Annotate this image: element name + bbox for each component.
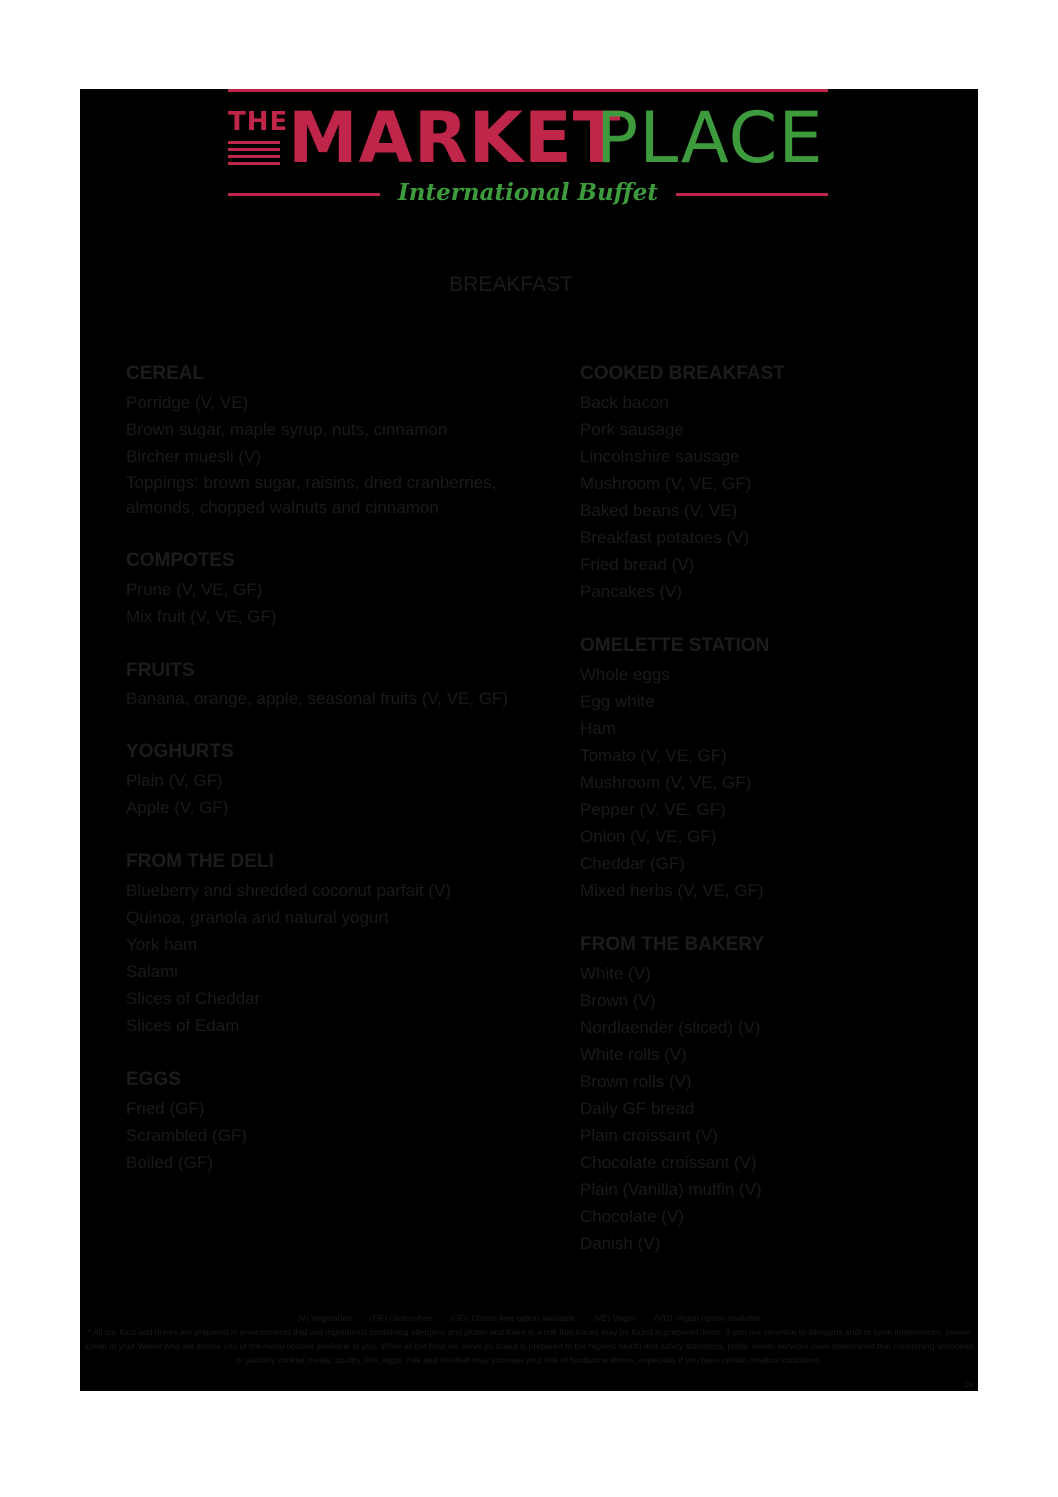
menu-item: Baked beans (V, VE) [580, 501, 738, 520]
menu-item: Brown rolls (V) [580, 1072, 692, 1091]
menu-item: Mixed herbs (V, VE, GF) [580, 881, 764, 900]
legend-entry: (V) Vegetarian [297, 1313, 352, 1323]
menu-item: Plain (V, GF) [126, 771, 223, 790]
menu-section [126, 1065, 546, 1176]
menu-item: Tomato (V, VE, GF) [580, 746, 727, 765]
menu-item: Mushroom (V, VE, GF) [580, 474, 752, 493]
section-heading: FRUITS [126, 660, 195, 681]
menu-item: Pork sausage [580, 420, 684, 439]
logo-stripes [228, 141, 280, 169]
menu-item: Salami [126, 962, 178, 981]
logo-the: THE [228, 107, 289, 137]
menu-item: White rolls (V) [580, 1045, 687, 1064]
left-column [126, 359, 546, 1202]
menu-item: Chocolate (V) [580, 1207, 684, 1226]
menu-item: Brown (V) [580, 991, 656, 1010]
menu-item: York ham [126, 935, 198, 954]
menu-item: Daily GF bread [580, 1099, 695, 1118]
menu-item: Breakfast potatoes (V) [580, 528, 750, 547]
section-heading: COMPOTES [126, 550, 235, 571]
menu-title: BREAKFAST [449, 273, 573, 296]
menu-item: Cheddar (GF) [580, 854, 685, 873]
menu-item: Mix fruit (V, VE, GF) [126, 607, 277, 626]
section-heading: YOGHURTS [126, 741, 234, 762]
menu-item: Plain croissant (V) [580, 1126, 718, 1145]
legend-entry: (GF) Gluten-free [369, 1313, 433, 1323]
menu-item: Whole eggs [580, 665, 670, 684]
section-heading: FROM THE DELI [126, 851, 274, 872]
menu-item: Apple (V, GF) [126, 798, 229, 817]
menu-item: Blueberry and shredded coconut parfait (V) [126, 881, 452, 900]
menu-item: Scrambled (GF) [126, 1126, 247, 1145]
menu-item: Onion (V, VE, GF) [580, 827, 717, 846]
menu-item: Fried bread (V) [580, 555, 695, 574]
menu-section [126, 656, 546, 711]
logo-top-rule [228, 89, 828, 92]
menu-item: Porridge (V, VE) [126, 393, 249, 412]
section-heading: OMELETTE STATION [580, 635, 770, 656]
menu-item: Toppings: brown sugar, raisins, dried cranberries, almonds, chopped walnuts and cinnamon [126, 473, 497, 517]
menu-section [580, 359, 960, 605]
menu-item: Boiled (GF) [126, 1153, 213, 1172]
menu-section [126, 546, 546, 630]
right-column [580, 359, 960, 1283]
menu-item: Prune (V, VE, GF) [126, 580, 263, 599]
menu-item: Mushroom (V, VE, GF) [580, 773, 752, 792]
legend-entry: (VE) Vegan [593, 1313, 637, 1323]
menu-item: Slices of Cheddar [126, 989, 261, 1008]
menu-item: Egg white [580, 692, 655, 711]
menu-item: Plain (Vanilla) muffin (V) [580, 1180, 762, 1199]
page-code: CG [963, 1382, 974, 1389]
dietary-legend [80, 1311, 978, 1325]
logo-bottom-rule-right [676, 193, 828, 196]
menu-item: Quinoa, granola and natural yogurt [126, 908, 389, 927]
menu-item: Nordlaender (sliced) (V) [580, 1018, 761, 1037]
menu-item: Brown sugar, maple syrup, nuts, cinnamon [126, 420, 448, 439]
menu-item: White (V) [580, 964, 651, 983]
menu-item: Slices of Edam [126, 1016, 240, 1035]
menu-section [126, 737, 546, 821]
logo-market: MARKET [288, 97, 622, 179]
menu-section [126, 847, 546, 1039]
menu-page [80, 89, 978, 1391]
allergen-disclaimer: * All our food and drinks are prepared in environments that use ingredients containing allergens and gluten and there is a risk that traces may be found in prepared items. If you are sensitive to allergens and/ or have intolerances, please speak to your Waiter who will advise you of the menu options available to you. While all the food we serve on board is prepared to the highest health and safety standards, public health services have determined that consuming uncooked or partially cooked meats, poultry, fish, eggs, milk and shellfish may increase your risk of foodborne illness, especially if you have certain medical conditions. [84, 1327, 974, 1365]
section-heading: FROM THE BAKERY [580, 934, 765, 955]
legend-entry: (GO) Gluten-free option available [450, 1313, 576, 1323]
logo-bottom-rule-left [228, 193, 380, 196]
menu-item: Pancakes (V) [580, 582, 683, 601]
menu-item: Fried (GF) [126, 1099, 205, 1118]
logo-tagline: International Buffet [398, 179, 658, 206]
menu-item: Bircher muesli (V) [126, 447, 262, 466]
menu-item: Danish (V) [580, 1234, 661, 1253]
menu-item: Banana, orange, apple, seasonal fruits (V, VE, GF) [126, 689, 509, 708]
menu-footer [80, 1311, 978, 1367]
logo-place: PLACE [596, 97, 824, 179]
section-heading: EGGS [126, 1069, 181, 1090]
menu-item: Pepper (V, VE, GF) [580, 800, 726, 819]
legend-entry: (VO) Vegan option available [654, 1313, 761, 1323]
menu-section [580, 631, 960, 904]
menu-section [126, 359, 546, 520]
menu-item: Ham [580, 719, 616, 738]
section-heading: COOKED BREAKFAST [580, 363, 785, 384]
menu-item: Back bacon [580, 393, 669, 412]
menu-item: Chocolate croissant (V) [580, 1153, 757, 1172]
marketplace-logo [228, 89, 828, 209]
section-heading: CEREAL [126, 363, 205, 384]
menu-item: Lincolnshire sausage [580, 447, 740, 466]
menu-section [580, 930, 960, 1257]
